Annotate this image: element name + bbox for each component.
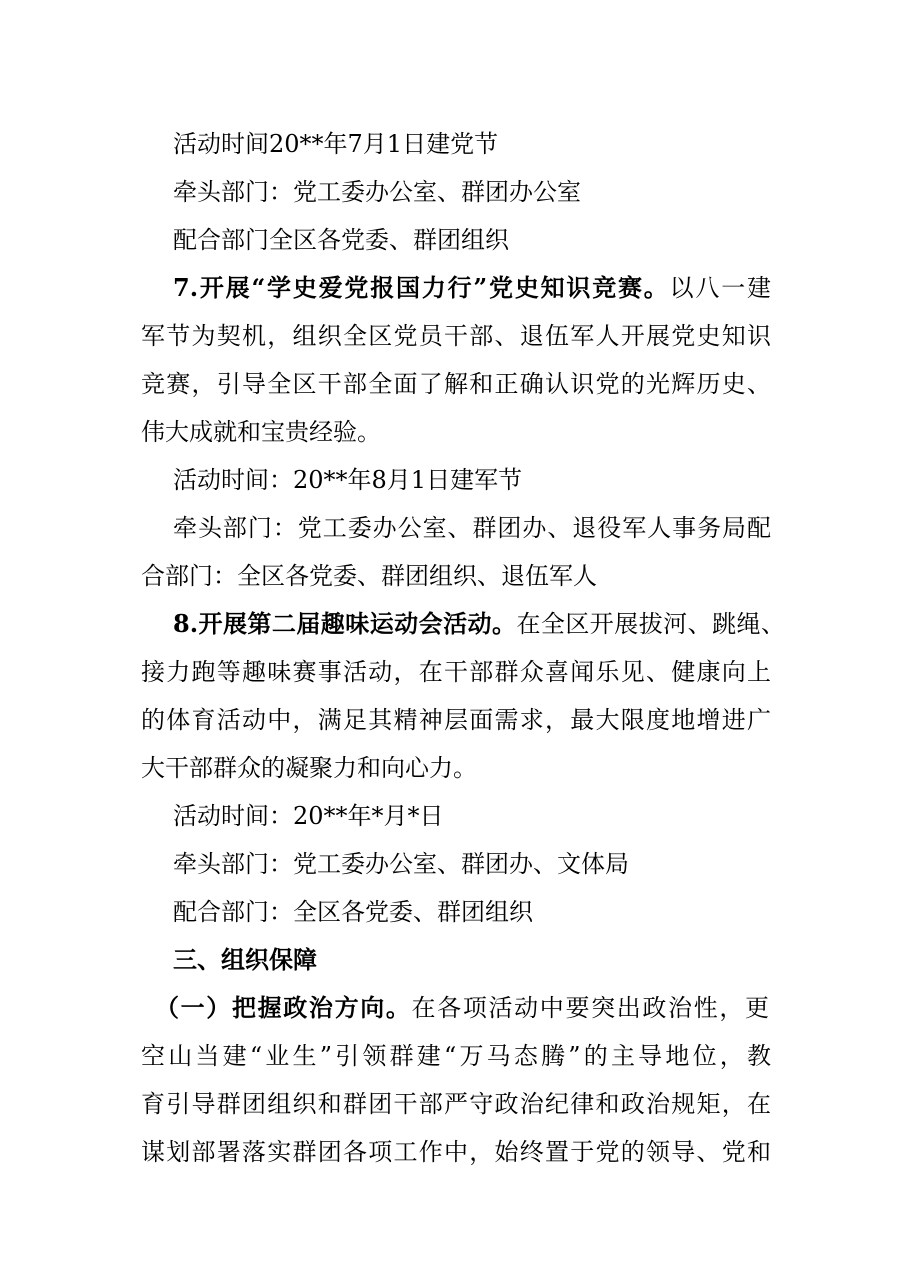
line-text: 的体育活动中，满足其精神层面需求，最大限度地增进广 [141, 706, 771, 734]
cooperating-department-line [173, 897, 813, 927]
line-text: 接力跑等趣味赛事活动，在干部群众喜闻乐见、健康向上 [141, 658, 771, 686]
line-text: 牵头部门：党工委办公室、群团办公室 [173, 178, 581, 206]
line-text: 谋划部署落实群团各项工作中，始终置于党的领导、党和 [141, 1138, 771, 1166]
paragraph-line [141, 1041, 771, 1071]
line-text: 大干部群众的凝聚力和向心力。 [141, 754, 477, 782]
subsection-1-heading-line [155, 993, 769, 1023]
line-text: 空山当建“业生”引领群建“万马态腾”的主导地位，教 [141, 1042, 771, 1070]
line-text: 以八一建 [669, 274, 771, 302]
line-text: 活动时间20**年7月1日建党节 [173, 130, 499, 158]
line-text: 活动时间：20**年*月*日 [173, 802, 444, 830]
paragraph-line [141, 321, 771, 351]
line-text: 伟大成就和宝贵经验。 [141, 418, 381, 446]
line-text: 育引导群团组织和群团干部严守政治纪律和政治规矩，在 [141, 1090, 771, 1118]
line-text: 在全区开展拔河、跳绳、 [516, 610, 785, 638]
paragraph-line [141, 705, 771, 735]
paragraph-line [141, 1137, 771, 1167]
section-3-heading: 三、组织保障 [173, 945, 317, 974]
item-8-title: 8.开展第二届趣味运动会活动。 [173, 609, 517, 638]
line-text: 活动时间：20**年8月1日建军节 [173, 466, 523, 494]
line-text: 在各项活动中要突出政治性，更 [411, 994, 769, 1022]
activity-time-line [173, 801, 813, 831]
line-text: 牵头部门：党工委办公室、群团办、退役军人事务局配 [173, 514, 771, 542]
lead-department-line [173, 849, 813, 879]
paragraph-line [141, 417, 781, 447]
line-text: 竞赛，引导全区干部全面了解和正确认识党的光辉历史、 [141, 370, 771, 398]
paragraph-line [141, 1089, 771, 1119]
lead-department-line [173, 177, 813, 207]
paragraph-line [141, 753, 781, 783]
subsection-1-title: （一）把握政治方向。 [155, 993, 412, 1022]
item-7-title: 7.开展“学史爱党报国力行”党史知识竞赛。 [173, 273, 670, 302]
paragraph-line [141, 657, 771, 687]
line-text: 牵头部门：党工委办公室、群团办、文体局 [173, 850, 629, 878]
paragraph-line [141, 369, 771, 399]
line-text: 配合部门全区各党委、群团组织 [173, 226, 509, 254]
activity-time-line [173, 465, 813, 495]
item-7-heading-line [173, 273, 771, 303]
line-text: 配合部门：全区各党委、群团组织 [173, 898, 533, 926]
lead-department-line [173, 513, 771, 543]
line-text: 合部门：全区各党委、群团组织、退伍军人 [141, 562, 597, 590]
line-text: 军节为契机，组织全区党员干部、退伍军人开展党史知识 [141, 322, 771, 350]
activity-time-line [173, 129, 813, 159]
cooperating-department-line [173, 225, 813, 255]
item-8-heading-line [173, 609, 785, 639]
section-heading-line [173, 945, 813, 975]
cooperating-department-line [141, 561, 781, 591]
